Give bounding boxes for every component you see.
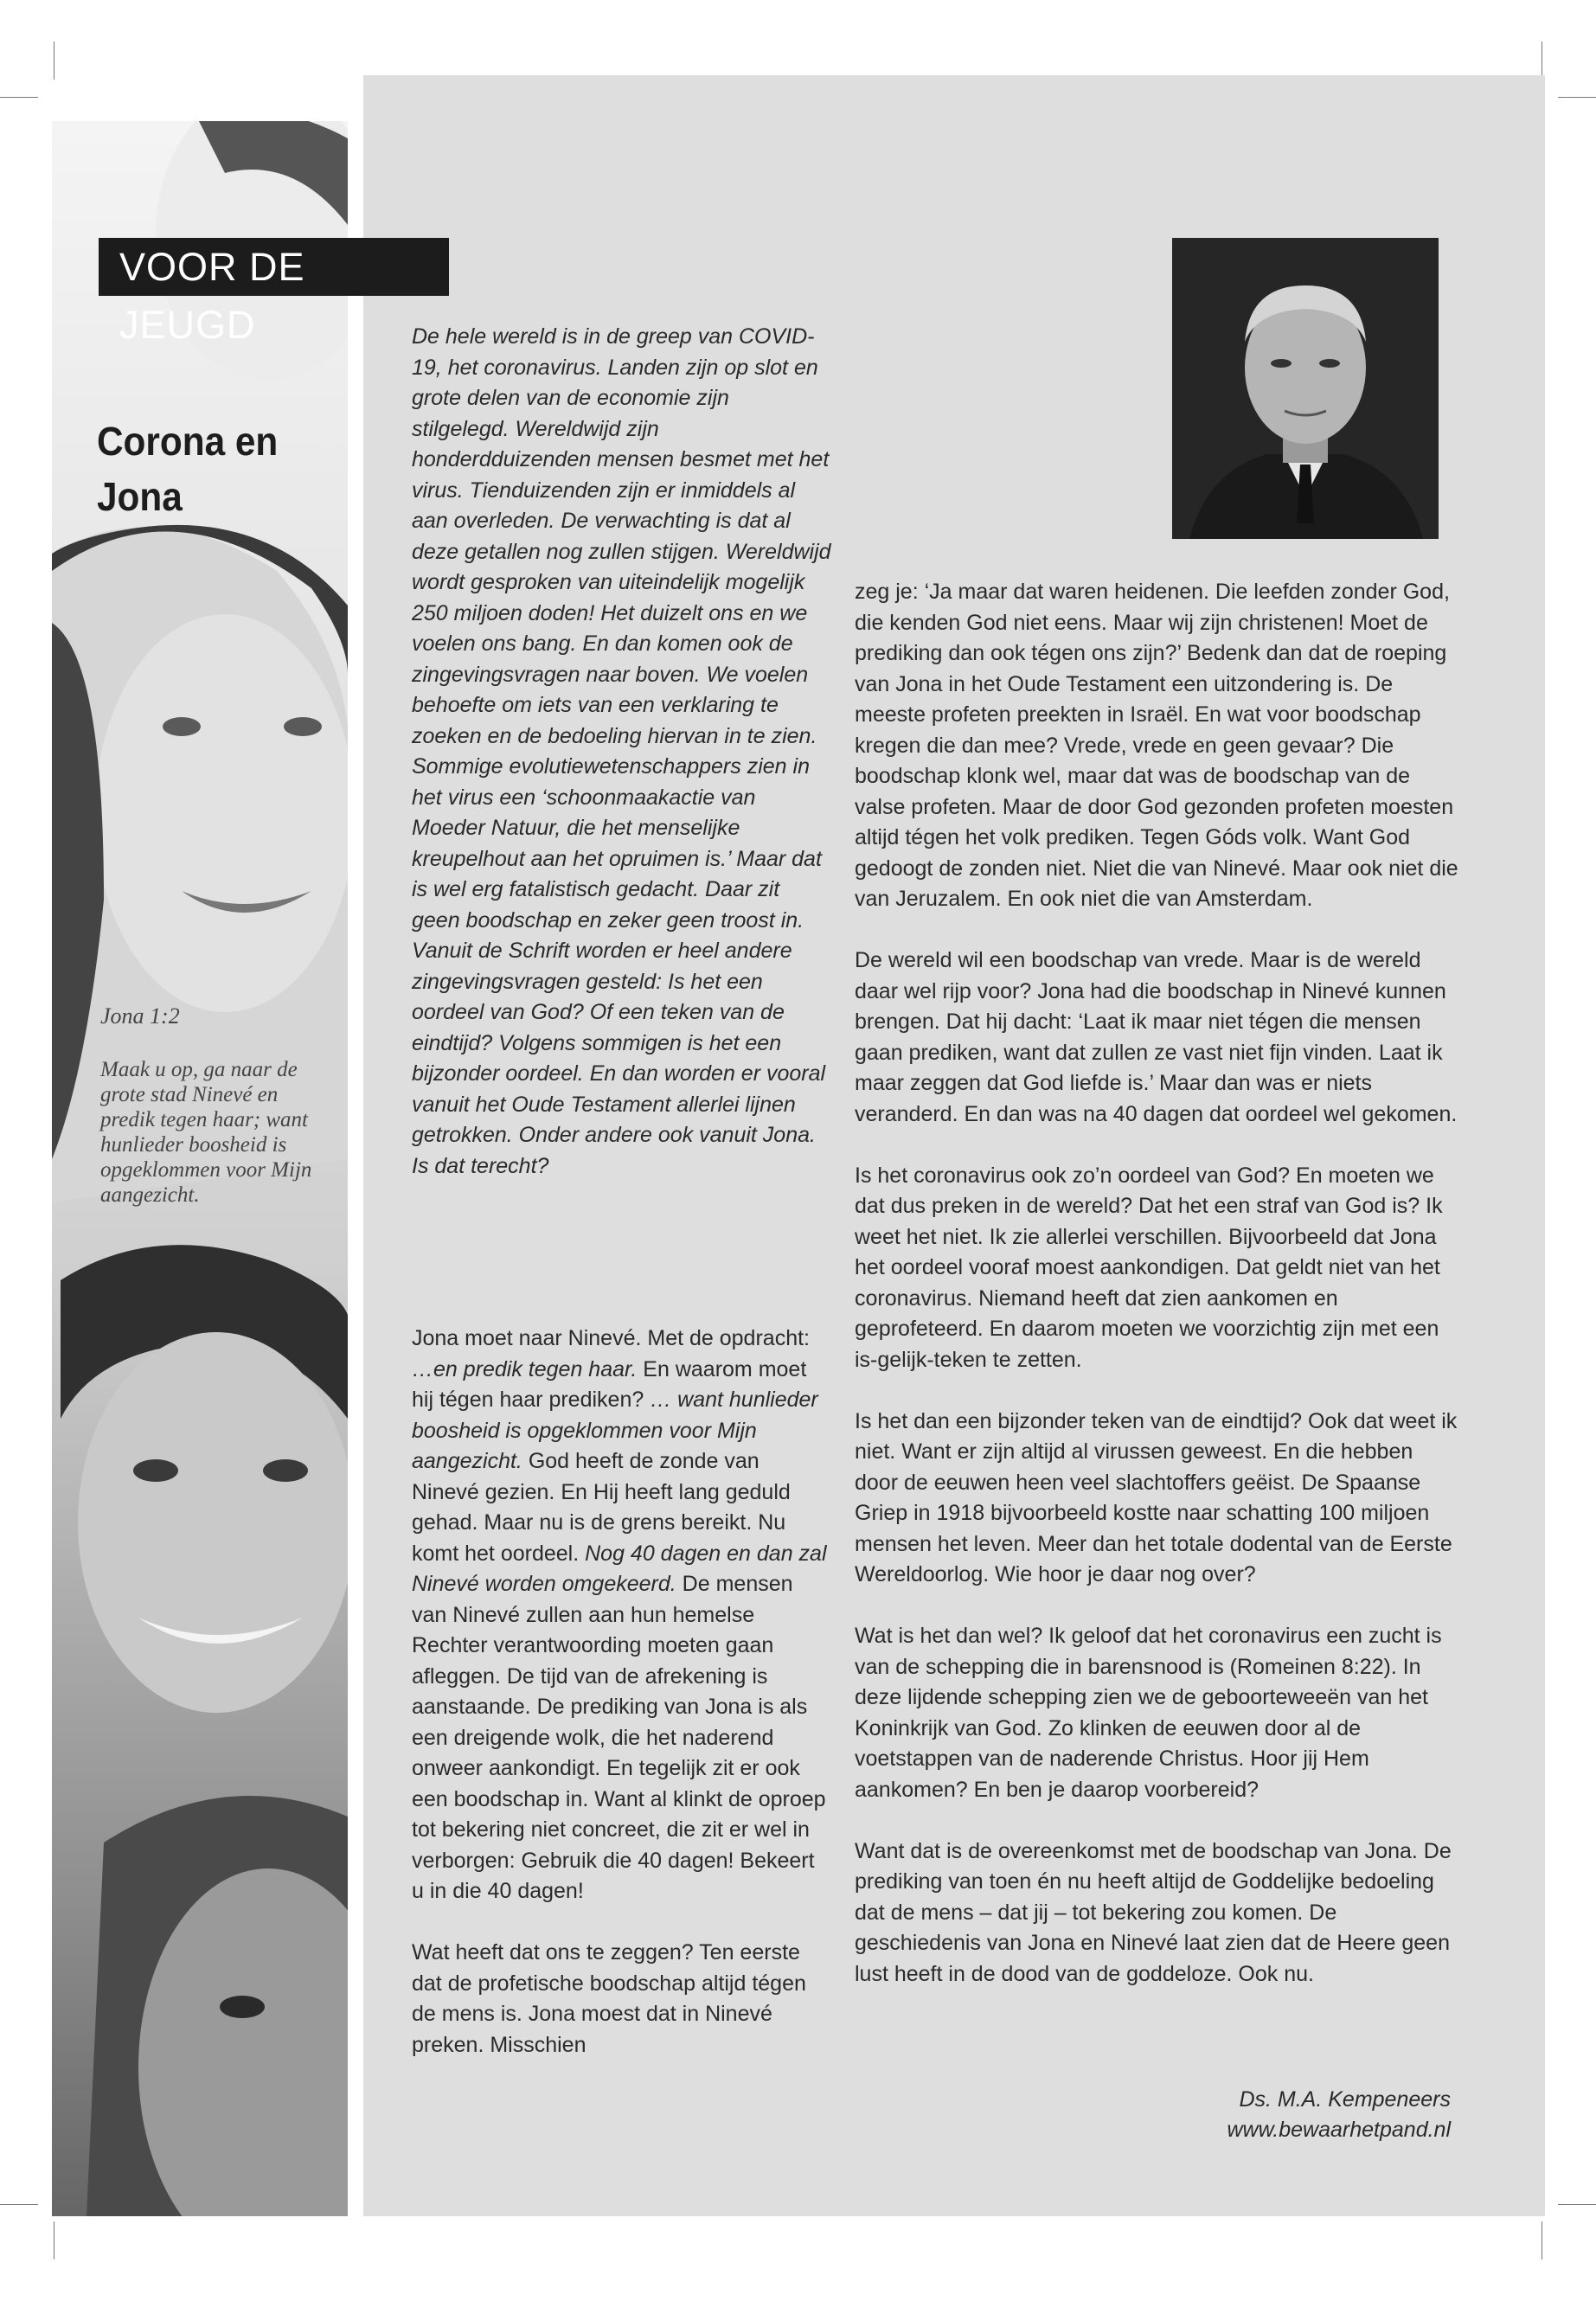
body-paragraph: Want dat is de overeenkomst met de boodschap van Jona. De prediking van toen én nu heeft altijd de Goddelijke bedoeling dat de mens – dat jij – tot bekering zou komen. De geschiedenis van Jona en Ninevé laat zien dat de Heere geen lust heeft in de dood van de goddeloze. Ook nu. bbox=[855, 1838, 1452, 1986]
body-paragraph: zeg je: ‘Ja maar dat waren heidenen. Die leefden zonder God, die kenden God niet eens. Maar wij zijn christenen! Moet de prediking dan ook tégen ons zijn?’ Bedenk dan dat de roeping van Jona in het Oude Testament een uitzondering is. De meeste profeten preekten in Israël. En wat voor boodschap kregen die dan mee? Vrede, vrede en geen gevaar? Die boodschap klonk wel, maar dat was de boodschap van de valse profeten. Maar de door God gezonden profeten moesten altijd tégen het volk prediken. Tegen Góds volk. Want God gedoogt de zonden niet. Niet die van Ninevé. Maar ook niet die van Jeruzalem. En ook niet die van Amsterdam. bbox=[855, 580, 1458, 911]
crop-mark bbox=[0, 97, 38, 98]
author-photo bbox=[1172, 238, 1439, 539]
middle-body-column bbox=[412, 1324, 831, 2092]
body-paragraph: De wereld wil een boodschap van vrede. Maar is de wereld daar wel rijp voor? Jona had die boodschap in Ninevé kunnen brengen. Dat hij dacht: ‘Laat ik maar niet tégen die mensen gaan prediken, want dat zullen ze vast niet fijn vinden. Laat ik maar zeggen dat God liefde is.’ Maar dan was er niets veranderd. En dan was na 40 dagen dat oordeel wel gekomen. bbox=[855, 948, 1458, 1126]
signature bbox=[1227, 2085, 1452, 2145]
article-title: Corona en Jona bbox=[97, 419, 279, 519]
body-paragraph: Wat is het dan wel? Ik geloof dat het coronavirus een zucht is van de schepping die in barensnood is (Romeinen 8:22). In deze lijdende schepping zien we de geboorteweeën van het Koninkrijk van God. Zo klinken de eeuwen door al de voetstappen van de naderende Christus. Hoor jij Hem aankomen? En ben je daarop voorbereid? bbox=[855, 1624, 1442, 1802]
crop-mark bbox=[1558, 97, 1596, 98]
intro-paragraph: De hele wereld is in de greep van COVID-19, het coronavirus. Landen zijn op slot en grote delen van de economie zijn stilgelegd. Wereldwijd zijn honderdduizenden mensen besmet met het virus. Tienduizenden zijn er inmiddels al aan overleden. De verwachting is dat al deze getallen nog zullen stijgen. Wereldwijd wordt gesproken van uiteindelijk mogelijk 250 miljoen doden! Het duizelt ons en we voelen ons bang. En dan komen ook de zingevingsvragen naar boven. We voelen behoefte om iets van een verklaring te zoeken en de bedoeling hiervan in te zien. Sommige evolutiewetenschappers zien in het virus een ‘schoonmaakactie van Moeder Natuur, die het menselijke kreupelhout aan het opruimen is.’ Maar dat is wel erg fatalistisch gedacht. Daar zit geen boodschap en zeker geen troost in. Vanuit de Schrift worden er heel andere zingevingsvragen gesteld: Is het een oordeel van God? Of een teken van de eindtijd? Volgens sommigen is het een bijzonder oordeel. En dan worden er vooral vanuit het Oude Testament allerlei lijnen getrokken. Onder andere ook vanuit Jona. Is dat terecht? bbox=[412, 324, 831, 1178]
author-website[interactable]: www.bewaarhetpand.nl bbox=[1227, 2118, 1451, 2142]
author-name: Ds. M.A. Kempeneers bbox=[1239, 2087, 1451, 2112]
body-paragraph: Is het dan een bijzonder teken van de eindtijd? Ook dat weet ik niet. Want er zijn altijd al virussen geweest. En die hebben door de eeuwen heen veel slachtoffers geëist. De Spaanse Griep in 1918 bijvoorbeeld kostte naar schatting 100 miljoen mensen het leven. Meer dan het totale dodental van de Eerste Wereldoorlog. Wie hoor je daar nog over? bbox=[855, 1408, 1458, 1586]
crop-mark bbox=[1558, 2204, 1596, 2205]
bible-quote: Maak u op, ga naar de grote stad Ninevé en predik tegen haar; want hunlieder boosheid is opgeklommen voor Mijn aangezicht. bbox=[100, 1058, 312, 1207]
section-label: VOOR DE JEUGD bbox=[99, 238, 449, 296]
crop-mark bbox=[0, 2204, 38, 2205]
bible-reference: Jona 1:2 bbox=[100, 1003, 180, 1029]
intro-column bbox=[412, 322, 831, 1182]
body-paragraph: Wat heeft dat ons te zeggen? Ten eerste dat de profetische boodschap altijd tégen de mens is. Jona moest dat in Ninevé preken. Misschien bbox=[412, 1940, 806, 2057]
body-paragraph: Jona moet naar Ninevé. Met de opdracht: …en predik tegen haar. En waarom moet hij tégen haar prediken? … want hunlieder boosheid is opgeklommen voor Mijn aangezicht. God heeft de zonde van Ninevé gezien. En Hij heeft lang geduld gehad. Maar nu is de grens bereikt. Nu komt het oordeel. Nog 40 dagen en dan zal Ninevé worden omgekeerd. De mensen van Ninevé zullen aan hun hemelse Rechter verantwoording moeten gaan afleggen. De tijd van de afrekening is aanstaande. De prediking van Jona is als een dreigende wolk, die het naderend onweer aankondigt. En tegelijk zit er ook een boodschap in. Want al klinkt de oproep tot bekering niet concreet, die zit er wel in verborgen: Gebruik die 40 dagen! Bekeert u in die 40 dagen! bbox=[412, 1326, 827, 1903]
right-body-column bbox=[855, 577, 1460, 2021]
body-paragraph: Is het coronavirus ook zo’n oordeel van God? En moeten we dat dus preken in de wereld? Dat het een straf van God is? Ik weet het niet. Ik zie allerlei verschillen. Bijvoorbeeld dat Jona het oordeel vooraf moest aankondigen. Dat geldt niet van het coronavirus. Niemand heeft dat zien aankomen en geprofeteerd. En daarom moeten we voorzichtig zijn met een is-gelijk-teken te zetten. bbox=[855, 1163, 1443, 1372]
